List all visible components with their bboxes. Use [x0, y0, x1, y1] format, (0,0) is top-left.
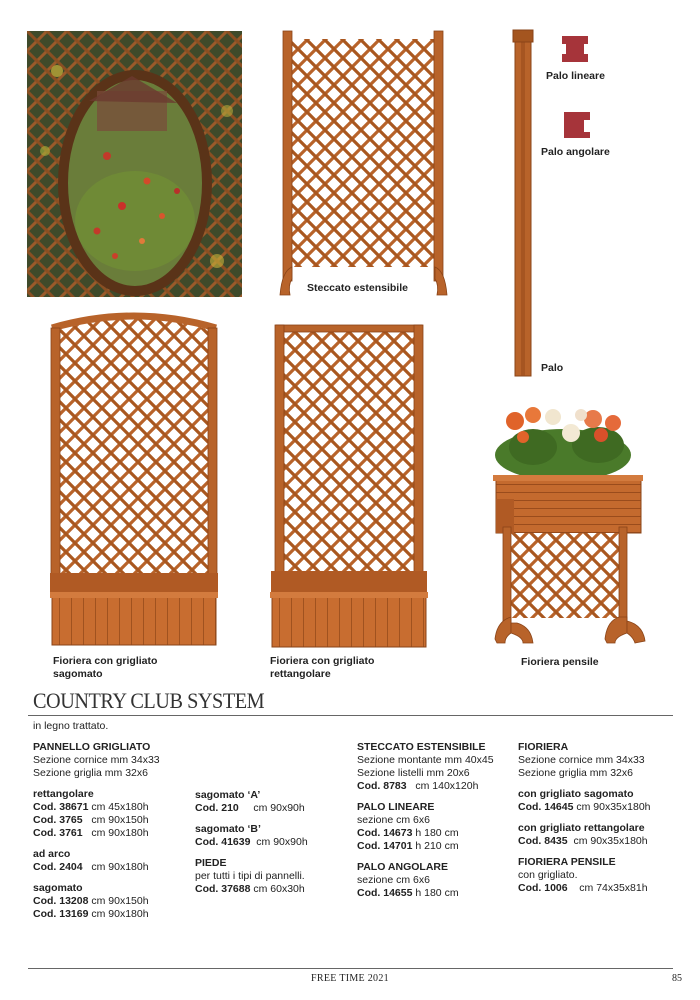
- page-number: 85: [672, 973, 682, 984]
- code: Cod. 14655: [357, 887, 413, 899]
- size: h 180 cm: [415, 887, 459, 899]
- size: cm 74x35x81h: [579, 882, 648, 894]
- size: cm 60x30h: [253, 883, 305, 895]
- code: Cod. 210: [195, 802, 239, 814]
- column-steccato-palo: [357, 741, 512, 900]
- palo-lineare-line: sezione cm 6x6: [357, 814, 430, 826]
- code: Cod. 13208: [33, 895, 89, 907]
- code: Cod. 2404: [33, 861, 83, 873]
- palo-angolare-heading: PALO ANGOLARE: [357, 861, 448, 873]
- size: cm 90x150h: [91, 895, 149, 907]
- footer-divider: [28, 968, 673, 969]
- caption-fioriera-pensile: Fioriera pensile: [521, 656, 599, 668]
- code-row: [33, 895, 193, 908]
- code: Cod. 37688: [195, 883, 251, 895]
- piede-line: per tutti i tipi di pannelli.: [195, 870, 305, 882]
- code: Cod. 14645: [518, 801, 574, 813]
- code-row: [33, 801, 193, 814]
- code-row: [33, 827, 193, 840]
- con-rettangolare-heading: con grigliato rettangolare: [518, 822, 645, 834]
- fioriera-line: Sezione cornice mm 34x33: [518, 754, 645, 766]
- caption-palo-lineare: Palo lineare: [546, 70, 605, 82]
- pannello-heading: PANNELLO GRIGLIATO: [33, 741, 151, 753]
- size: cm 90x180h: [91, 827, 149, 839]
- size: cm 90x35x180h: [576, 801, 651, 813]
- palo-angolare-line: sezione cm 6x6: [357, 874, 430, 886]
- fioriera-line: Sezione griglia mm 32x6: [518, 767, 633, 779]
- code: Cod. 14701: [357, 840, 413, 852]
- code: Cod. 41639: [195, 836, 251, 848]
- section-title: COUNTRY CLUB SYSTEM: [33, 688, 265, 713]
- fioriera-rettangolare-image: [268, 323, 430, 650]
- fioriera-heading: FIORIERA: [518, 741, 569, 753]
- code: Cod. 14673: [357, 827, 413, 839]
- code-row: [357, 840, 512, 853]
- size: h 210 cm: [415, 840, 459, 852]
- code-row: [518, 882, 683, 895]
- caption-fioriera-sagomato: Fioriera con grigliato sagomato: [53, 655, 158, 680]
- code: Cod. 8435: [518, 835, 568, 847]
- garden-lattice-photo: [27, 31, 242, 297]
- size: cm 90x90h: [253, 802, 305, 814]
- column-sagomato-piede: [195, 789, 345, 896]
- pannello-line: Sezione griglia mm 32x6: [33, 767, 148, 779]
- con-sagomato-heading: con grigliato sagomato: [518, 788, 634, 800]
- column-pannello-grigliato: [33, 741, 193, 921]
- rettangolare-heading: rettangolare: [33, 788, 94, 800]
- caption-palo-angolare: Palo angolare: [541, 146, 610, 158]
- sagomato-heading: sagomato: [33, 882, 83, 894]
- sagomato-a-heading: sagomato ‘A’: [195, 789, 261, 801]
- size: cm 140x120h: [415, 780, 479, 792]
- palo-angolare-profile-icon: [562, 110, 592, 140]
- steccato-heading: STECCATO ESTENSIBILE: [357, 741, 486, 753]
- palo-lineare-profile-icon: [560, 34, 590, 64]
- size: cm 90x180h: [91, 908, 149, 920]
- size: h 180 cm: [415, 827, 459, 839]
- code: Cod. 3765: [33, 814, 83, 826]
- steccato-line: Sezione montante mm 40x45: [357, 754, 494, 766]
- fioriera-pensile-heading: FIORIERA PENSILE: [518, 856, 616, 868]
- palo-lineare-heading: PALO LINEARE: [357, 801, 435, 813]
- code-row: [357, 887, 512, 900]
- size: cm 90x180h: [91, 861, 149, 873]
- fioriera-pensile-image: [493, 405, 648, 651]
- fioriera-sagomato-image: [48, 318, 220, 650]
- code-row: [33, 814, 193, 827]
- code: Cod. 13169: [33, 908, 89, 920]
- code-row: [357, 827, 512, 840]
- pannello-line: Sezione cornice mm 34x33: [33, 754, 160, 766]
- palo-image: [513, 30, 533, 378]
- code-row: [195, 802, 345, 815]
- caption-steccato: Steccato estensibile: [307, 282, 408, 294]
- code-row: [33, 861, 193, 874]
- caption-palo: Palo: [541, 362, 564, 374]
- size: cm 90x150h: [91, 814, 149, 826]
- size: cm 45x180h: [91, 801, 149, 813]
- sagomato-b-heading: sagomato ‘B’: [195, 823, 261, 835]
- steccato-line: Sezione listelli mm 20x6: [357, 767, 470, 779]
- code-row: [518, 801, 683, 814]
- size: cm 90x90h: [256, 836, 308, 848]
- ad-arco-heading: ad arco: [33, 848, 71, 860]
- code-row: [195, 883, 345, 896]
- code: Cod. 8783: [357, 780, 407, 792]
- code-row: [195, 836, 345, 849]
- steccato-estensibile-image: [280, 31, 450, 297]
- code-row: [357, 780, 512, 793]
- caption-fioriera-rettangolare: Fioriera con grigliato rettangolare: [270, 655, 375, 680]
- title-divider: [28, 715, 673, 716]
- code-row: [518, 835, 683, 848]
- code-row: [33, 908, 193, 921]
- code: Cod. 38671: [33, 801, 89, 813]
- column-fioriera: [518, 741, 683, 895]
- footer-title: FREE TIME 2021: [311, 973, 389, 984]
- code: Cod. 1006: [518, 882, 568, 894]
- code: Cod. 3761: [33, 827, 83, 839]
- section-subtitle: in legno trattato.: [33, 720, 109, 732]
- piede-heading: PIEDE: [195, 857, 227, 869]
- size: cm 90x35x180h: [573, 835, 648, 847]
- pensile-line: con grigliato.: [518, 869, 578, 881]
